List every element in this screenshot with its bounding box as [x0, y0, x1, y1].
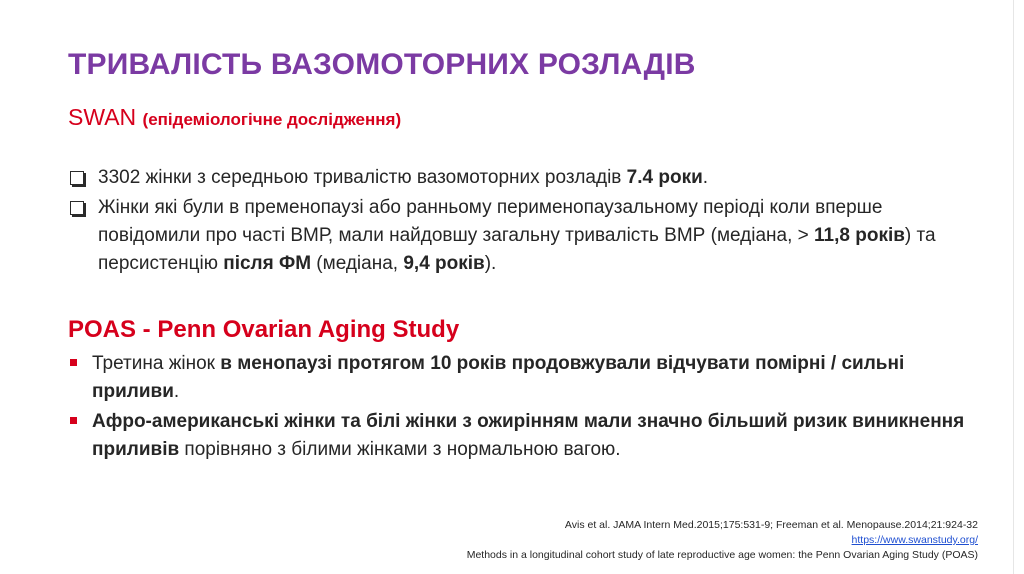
swan-item-2	[68, 194, 988, 278]
poas-list	[68, 350, 968, 466]
swan-item-text: 3302 жінки з середньою тривалістю вазомоторних розладів	[98, 167, 627, 188]
slide-edge-divider	[1013, 0, 1014, 574]
swan-item-text: Жінки які були в пременопаузі або ранньому перименопаузальному періоді коли вперше повідомили про часті ВМР, мали найдовшу загальну тривалість ВМР (медіана, >	[98, 197, 883, 246]
poas-item-1	[68, 350, 968, 406]
swan-heading	[68, 104, 401, 131]
swan-item-text: ).	[484, 253, 497, 274]
swan-item-text: .	[702, 167, 709, 188]
poas-heading: POAS - Penn Ovarian Aging Study	[68, 316, 460, 343]
swan-item-1	[68, 164, 988, 192]
swan-subheading: (епідеміологічне дослідження)	[142, 110, 402, 129]
reference-link[interactable]: https://www.swanstudy.org/	[851, 534, 978, 546]
poas-item-2	[68, 408, 968, 464]
checkbox-bullet-icon	[70, 171, 84, 185]
reference-citation: Avis et al. JAMA Intern Med.2015;175:531-9; Freeman et al. Menopause.2014;21:924-32	[564, 519, 978, 531]
swan-item-bold: після ФМ	[223, 253, 312, 274]
poas-item-text: .	[173, 381, 180, 402]
swan-heading-label: SWAN	[68, 104, 137, 130]
reference-poas-methods: Methods in a longitudinal cohort study of late reproductive age women: the Penn Ovarian Aging Study (POAS)	[466, 549, 978, 561]
swan-item-bold: 7.4 роки	[626, 167, 703, 188]
square-bullet-icon	[70, 417, 77, 424]
poas-item-text: порівняно з білими жінками з нормальною вагою.	[179, 439, 621, 460]
swan-item-text: ) та персистенцію	[98, 225, 936, 274]
swan-item-text: (медіана,	[311, 253, 404, 274]
checkbox-bullet-icon	[70, 201, 84, 215]
poas-item-bold: в менопаузі протягом 10 років продовжували відчувати помірні / сильні приливи	[92, 353, 905, 402]
references	[467, 518, 978, 563]
square-bullet-icon	[70, 359, 77, 366]
swan-item-bold: 9,4 років	[403, 253, 485, 274]
poas-item-text: Третина жінок	[92, 353, 221, 374]
poas-item-bold: Афро-американські жінки та білі жінки з ожирінням мали значно більший ризик виникнення приливів	[92, 411, 965, 460]
swan-item-bold: 11,8 років	[814, 225, 905, 246]
swan-list	[68, 164, 988, 280]
slide-title: ТРИВАЛІСТЬ ВАЗОМОТОРНИХ РОЗЛАДІВ	[68, 48, 696, 81]
